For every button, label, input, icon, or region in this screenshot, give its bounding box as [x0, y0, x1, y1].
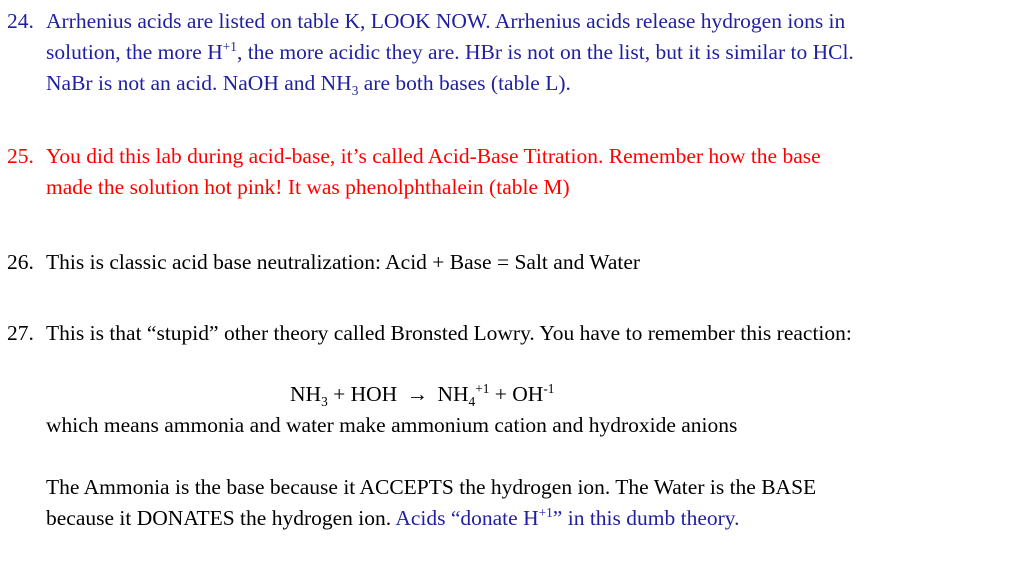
- item-24-line1: [7, 6, 1020, 37]
- item-24-number: 24.: [7, 9, 34, 33]
- item-24-text-3a: NaBr is not an acid. NaOH and NH: [46, 71, 352, 95]
- item-27-paragraph: [7, 472, 1020, 534]
- eq-plus-hoh: + HOH: [327, 382, 403, 406]
- item-27-para-2a: because it DONATES the hydrogen ion.: [46, 506, 396, 530]
- item-25-number: 25.: [7, 144, 34, 168]
- item-25-text-2: made the solution hot pink! It was phenolphthalein (table M): [46, 175, 570, 199]
- item-24-text-2b: , the more acidic they are. HBr is not on the list, but it is similar to HCl.: [236, 40, 854, 64]
- item-24-line3: [7, 68, 1020, 99]
- item-26: [7, 247, 1020, 278]
- item-24-sup: +1: [222, 39, 237, 55]
- eq-nh4-sub: 4: [468, 393, 476, 409]
- reaction-equation: [290, 379, 554, 410]
- item-27-explain: [7, 410, 1020, 441]
- item-26-line1: [7, 247, 1020, 278]
- item-27-explain-text: which means ammonia and water make ammonium cation and hydroxide anions: [46, 413, 738, 437]
- item-24: [7, 6, 1020, 99]
- item-25-text-1: You did this lab during acid-base, it’s called Acid-Base Titration. Remember how the base: [46, 144, 821, 168]
- item-26-number: 26.: [7, 250, 34, 274]
- item-27-number: 27.: [7, 321, 34, 345]
- item-27-para-line2: [7, 503, 1020, 534]
- eq-nh3-sub: 3: [321, 393, 328, 409]
- item-27: [7, 318, 1020, 349]
- item-25-line1: [7, 141, 1020, 172]
- item-27-para-2c: ” in this dumb theory.: [552, 506, 740, 530]
- item-27-para-2b: Acids “donate H: [395, 506, 539, 530]
- item-24-text-2a: solution, the more H: [46, 40, 223, 64]
- item-24-text-1: Arrhenius acids are listed on table K, LOOK NOW. Arrhenius acids release hydrogen ions in: [46, 9, 846, 33]
- item-27-highlight: [395, 506, 739, 530]
- item-24-text-3b: are both bases (table L).: [358, 71, 571, 95]
- eq-plus-oh: + OH: [489, 382, 544, 406]
- eq-nh3: NH: [290, 382, 322, 406]
- eq-oh-sup: -1: [543, 381, 555, 397]
- item-24-sub: 3: [351, 82, 359, 98]
- item-27-line1: [7, 318, 1020, 349]
- item-25: [7, 141, 1020, 203]
- item-27-para-line1: The Ammonia is the base because it ACCEPTS the hydrogen ion. The Water is the BASE: [46, 475, 817, 499]
- reaction-arrow-icon: →: [406, 382, 429, 406]
- item-24-line2: [7, 37, 1020, 68]
- item-27-text-1: This is that “stupid” other theory called Bronsted Lowry. You have to remember this reaction:: [46, 321, 852, 345]
- eq-nh4-sup: +1: [475, 381, 490, 397]
- item-27-para-sup: +1: [538, 505, 553, 521]
- eq-nh4: NH: [432, 382, 469, 406]
- item-26-text-1: This is classic acid base neutralization: Acid + Base = Salt and Water: [46, 250, 641, 274]
